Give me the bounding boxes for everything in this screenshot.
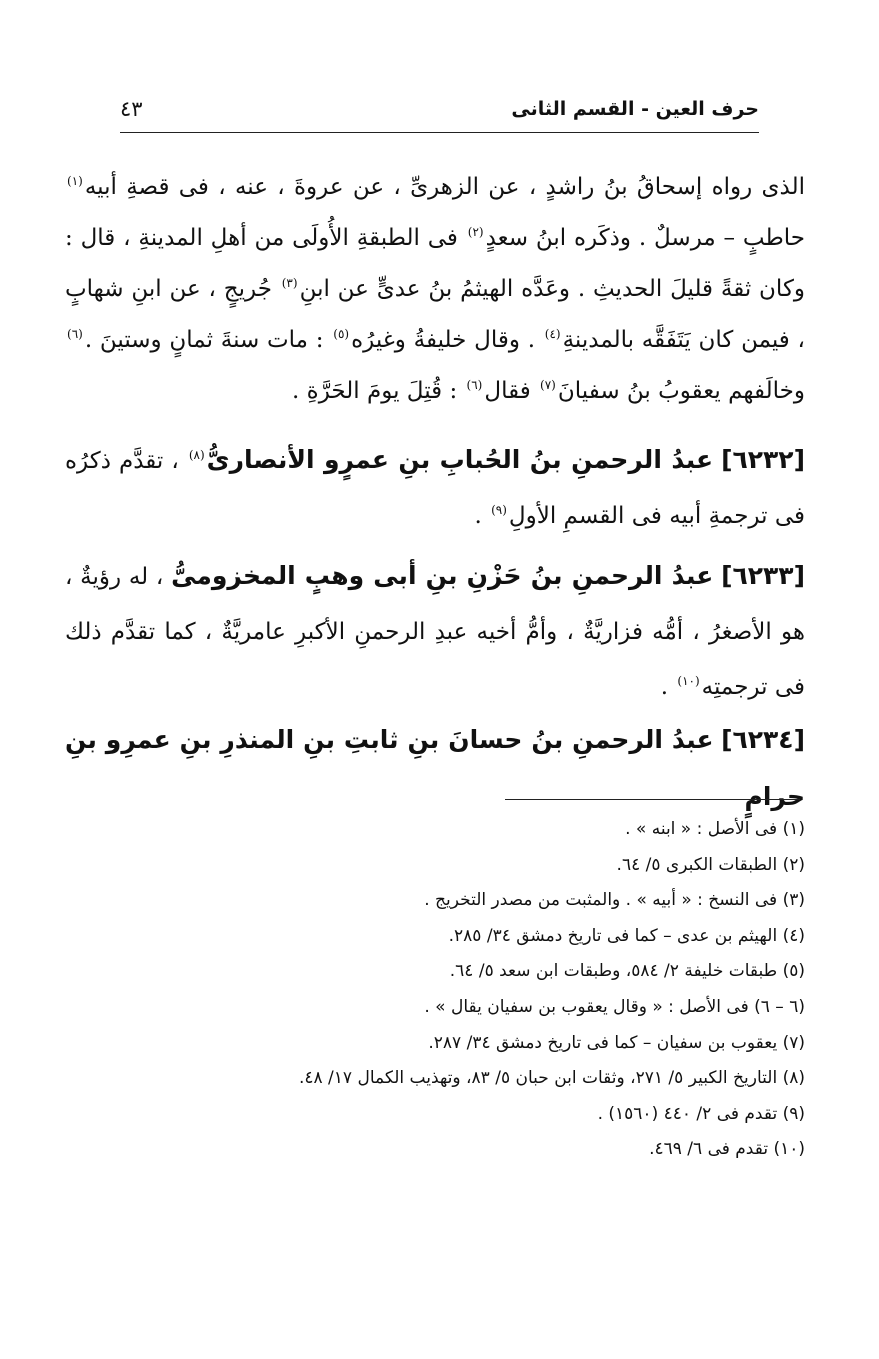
footnote: (١) فى الأصل : « ابنه » . bbox=[625, 819, 805, 839]
page-number: ٤٣ bbox=[120, 97, 143, 121]
footnote-ref: (١٠) bbox=[677, 674, 700, 689]
entry-number: [٦٢٣٤] bbox=[721, 725, 806, 754]
footnote: (٨) التاريخ الكبير ٥/ ٢٧١، وثقات ابن حبان ٥/ ٨٣، وتهذيب الكمال ١٧/ ٤٨. bbox=[298, 1068, 805, 1089]
text-segment: . bbox=[660, 674, 676, 700]
footnote-ref: (٦) bbox=[67, 327, 83, 342]
footnote: (١٠) تقدم فى ٦/ ٤٦٩. bbox=[649, 1139, 805, 1160]
text-segment: جُريجٍ ، عن ابنِ شهابٍ ، فيمن كان يَتَفَقَّه بالمدينةِ bbox=[65, 276, 805, 353]
text-segment: . وقال خليفةُ وغيرُه bbox=[351, 327, 543, 353]
footnote-divider bbox=[505, 799, 800, 800]
text-segment: فقال bbox=[484, 378, 539, 404]
entry-6234 bbox=[65, 712, 805, 826]
text-segment: : مات سنةَ ثمانٍ وستينَ . bbox=[84, 327, 332, 353]
entry-name: عبدُ الرحمنِ بنُ حَزْنِ بنِ أبى وهبٍ المخزومىُّ bbox=[171, 561, 714, 590]
footnote-ref: (٥) bbox=[333, 327, 350, 342]
text-segment: ، له رؤيةٌ ، هو الأصغرُ ، أمُّه فزاريَّةٌ ، وأمُّ أخيه عبدِ الرحمنِ الأكبرِ عامريَّةٌ ، كما تقدَّم ذلك فى ترجمتِه bbox=[65, 564, 805, 700]
footnote-ref: (٣) bbox=[281, 276, 298, 291]
entry-name: عبدُ الرحمنِ بنُ الحُبابِ بنِ عمرٍو الأنصارىُّ bbox=[206, 445, 714, 474]
footnote-ref: (٨) bbox=[188, 448, 205, 463]
footnote-ref: (٩) bbox=[491, 503, 507, 518]
text-segment: : قُتِلَ يومَ الحَرَّةِ . bbox=[292, 378, 465, 404]
entry-name: عبدُ الرحمنِ بنُ حسانَ بنِ ثابتِ بنِ المنذرِ بنِ عمرِو بنِ حرامٍ bbox=[65, 725, 805, 811]
footnote: (٣) فى النسخ : « أبيه » . والمثبت من مصدر التخريج . bbox=[424, 890, 805, 911]
entry-number: [٦٢٣٢] bbox=[721, 445, 806, 474]
text-segment: فى الطبقةِ الأُولَى من أهلِ المدينةِ ، قال : وكان ثقةً قليلَ الحديثِ . وعَدَّه الهيثمُ بنُ عدىٍّ عن ابنِ bbox=[65, 225, 806, 302]
footnotes-list bbox=[65, 812, 805, 1168]
header-title: حرف العين - القسم الثانى bbox=[511, 98, 759, 120]
text-segment: . bbox=[474, 503, 490, 529]
footnote: (٦ – ٦) فى الأصل : « وقال يعقوب بن سفيان يقال » . bbox=[424, 996, 805, 1017]
running-header bbox=[120, 92, 759, 126]
footnote: (٥) طبقات خليفة ٢/ ٥٨٤، وطبقات ابن سعد ٥/ ٦٤. bbox=[449, 961, 805, 982]
footnote-ref: (٢) bbox=[467, 225, 484, 240]
footnote: (٤) الهيثم بن عدى – كما فى تاريخ دمشق ٣٤/ ٢٨٥. bbox=[448, 925, 805, 946]
text-segment: حاطبٍ – مرسلٌ . وذكَره ابنُ سعدٍ bbox=[485, 225, 805, 251]
entry-6232 bbox=[65, 432, 805, 544]
text-segment: ، تقدَّم ذكرُه فى ترجمةِ أبيه فى القسمِ الأولِ bbox=[65, 448, 805, 529]
footnote-ref: (٧) bbox=[540, 378, 556, 393]
header-divider bbox=[120, 132, 759, 133]
footnote-ref: (٤) bbox=[544, 327, 561, 342]
footnote-ref: (١) bbox=[67, 174, 83, 189]
continuation-paragraph bbox=[65, 162, 805, 417]
footnote: (٩) تقدم فى ٢/ ٤٤٠ (١٥٦٠) . bbox=[597, 1103, 805, 1124]
entry-6233 bbox=[65, 548, 805, 715]
footnote-ref: (٦) bbox=[466, 378, 483, 393]
text-segment: الذى رواه إسحاقُ بنُ راشدٍ ، عن الزهرىِّ ، عن عروةَ ، عنه ، فى قصةِ أبيه bbox=[84, 174, 805, 200]
entry-number: [٦٢٣٣] bbox=[721, 561, 805, 590]
text-segment: وخالَفهم يعقوبُ بنُ سفيانَ bbox=[557, 378, 805, 404]
footnote: (٧) يعقوب بن سفيان – كما فى تاريخ دمشق ٣٤/ ٢٨٧. bbox=[428, 1032, 805, 1053]
footnote: (٢) الطبقات الكبرى ٥/ ٦٤. bbox=[616, 854, 805, 875]
